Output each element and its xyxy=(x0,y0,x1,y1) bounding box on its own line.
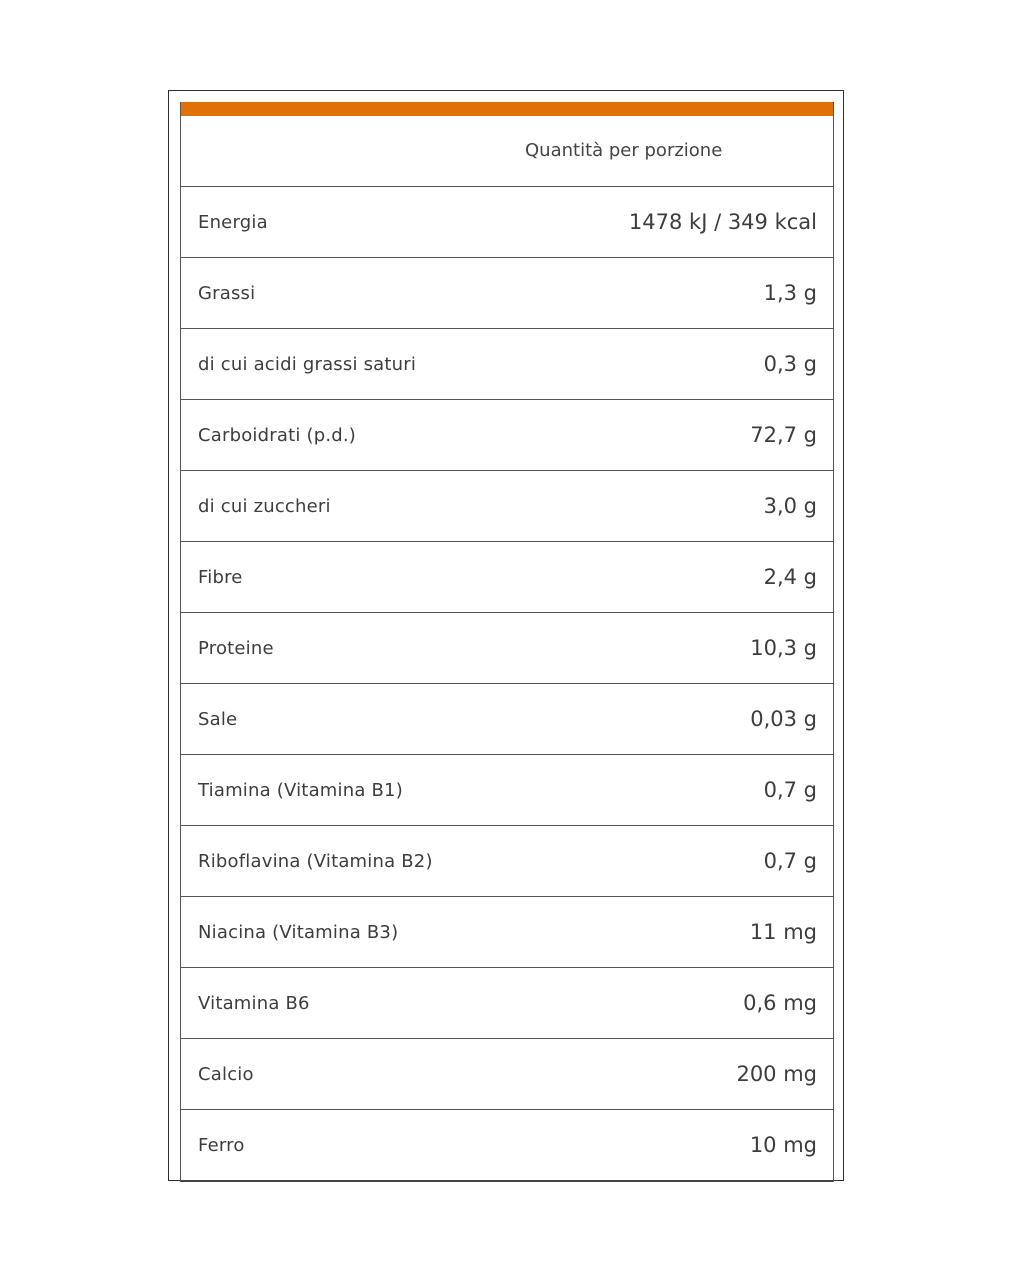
nutrient-value: 2,4 g xyxy=(763,565,817,589)
nutrition-table-frame xyxy=(168,90,844,1181)
table-row xyxy=(181,1110,833,1182)
nutrient-value: 11 mg xyxy=(749,920,817,944)
table-row xyxy=(181,400,833,471)
nutrient-name: Calcio xyxy=(198,1063,254,1085)
table-body xyxy=(181,187,833,1182)
nutrient-name: Fibre xyxy=(198,566,243,588)
table-row xyxy=(181,187,833,258)
nutrient-name: Ferro xyxy=(198,1134,245,1156)
nutrient-name: Carboidrati (p.d.) xyxy=(198,424,357,446)
nutrient-name: Tiamina (Vitamina B1) xyxy=(198,779,403,801)
nutrient-name: Vitamina B6 xyxy=(198,992,310,1014)
table-header xyxy=(181,116,833,187)
nutrient-name: Sale xyxy=(198,708,238,730)
table-row xyxy=(181,968,833,1039)
table-row xyxy=(181,542,833,613)
table-row xyxy=(181,684,833,755)
nutrient-name: di cui zuccheri xyxy=(198,495,331,517)
column-header-per-serving: Quantità per porzione xyxy=(525,140,723,161)
nutrient-value: 1,3 g xyxy=(763,281,817,305)
nutrient-value: 0,7 g xyxy=(763,778,817,802)
table-row xyxy=(181,897,833,968)
table-row xyxy=(181,471,833,542)
nutrient-name: Proteine xyxy=(198,637,274,659)
nutrient-value: 0,6 mg xyxy=(743,991,817,1015)
nutrition-table xyxy=(180,102,834,1182)
nutrient-value: 72,7 g xyxy=(750,423,817,447)
nutrient-name: Riboflavina (Vitamina B2) xyxy=(198,850,433,872)
nutrient-name: di cui acidi grassi saturi xyxy=(198,353,417,375)
nutrient-value: 1478 kJ / 349 kcal xyxy=(628,210,817,234)
table-row xyxy=(181,329,833,400)
nutrient-value: 0,3 g xyxy=(763,352,817,376)
nutrient-name: Grassi xyxy=(198,282,256,304)
table-row xyxy=(181,613,833,684)
table-row xyxy=(181,826,833,897)
nutrient-name: Energia xyxy=(198,211,268,233)
nutrient-value: 0,7 g xyxy=(763,849,817,873)
table-row xyxy=(181,755,833,826)
nutrient-name: Niacina (Vitamina B3) xyxy=(198,921,399,943)
nutrient-value: 200 mg xyxy=(736,1062,817,1086)
table-row xyxy=(181,1039,833,1110)
accent-bar xyxy=(181,102,833,116)
nutrient-value: 0,03 g xyxy=(750,707,817,731)
table-row xyxy=(181,258,833,329)
nutrient-value: 3,0 g xyxy=(763,494,817,518)
nutrient-value: 10 mg xyxy=(749,1133,817,1157)
nutrient-value: 10,3 g xyxy=(750,636,817,660)
